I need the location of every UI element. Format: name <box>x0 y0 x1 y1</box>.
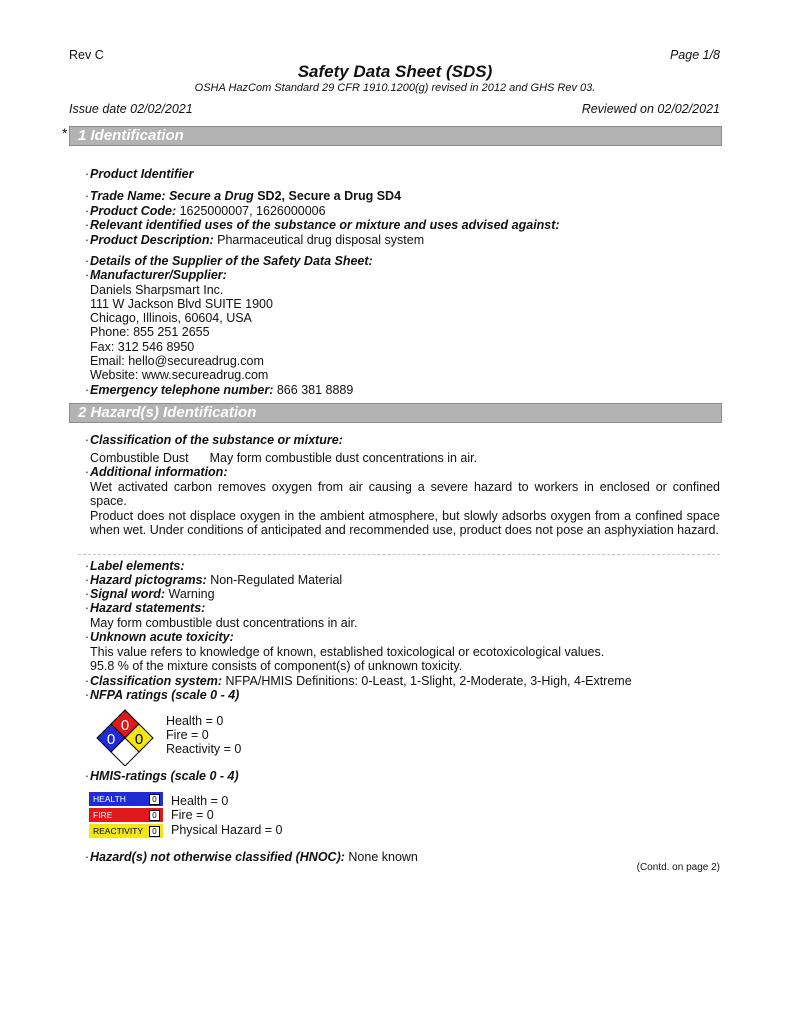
bullet-dot: · <box>84 587 90 601</box>
bullet-dot: · <box>84 204 90 218</box>
additional-info-paragraph-2: Product does not displace oxygen in the ambient atmosphere, but slowly adsorbs oxygen from a confined space when wet. Under conditions of anticipated and recommended use, product does not pose an asphyxiation hazard. <box>90 509 720 537</box>
manufacturer-label: Manufacturer/Supplier: <box>90 268 227 282</box>
hnoc-value: None known <box>348 850 418 864</box>
bullet-dot: · <box>84 559 90 573</box>
hmis-fire-label: FIRE <box>93 810 113 820</box>
signal-word-value: Warning <box>168 587 215 601</box>
classification-heading: Classification of the substance or mixture: <box>90 433 343 447</box>
hmis-ratings-heading: HMIS-ratings (scale 0 - 4) <box>90 769 239 783</box>
section-divider <box>78 554 720 555</box>
hmis-health-text: Health = 0 <box>171 794 229 808</box>
bullet-dot: · <box>84 465 90 479</box>
bullet-dot: · <box>84 850 90 864</box>
bullet-dot: · <box>84 383 90 397</box>
continued-note: (Contd. on page 2) <box>636 862 720 873</box>
product-code-label: Product Code: <box>90 204 177 218</box>
nfpa-reactivity-value: 0 <box>134 731 144 748</box>
phone-line: Phone: 855 251 2655 <box>90 325 210 339</box>
classification-line <box>90 451 477 465</box>
classification-system-label: Classification system: <box>90 674 222 688</box>
website-line: Website: www.secureadrug.com <box>90 368 269 382</box>
product-identifier-heading: Product Identifier <box>90 167 194 181</box>
unknown-toxicity-line-1: This value refers to knowledge of known, established toxicological or ecotoxicological values. <box>90 645 605 659</box>
bullet-dot: · <box>84 688 90 702</box>
nfpa-diamond-icon <box>88 708 162 766</box>
nfpa-fire-value: 0 <box>120 717 130 734</box>
bullet-dot: · <box>84 254 90 268</box>
section-2-header <box>69 403 722 423</box>
emergency-phone-value: 866 381 8889 <box>276 383 354 397</box>
trade-name-label: Trade Name: Secure a Drug <box>90 189 254 203</box>
signal-word-label: Signal word: <box>90 587 165 601</box>
bullet-dot: · <box>84 167 90 181</box>
bullet-dot: · <box>84 218 90 232</box>
label-elements-heading: Label elements: <box>90 559 185 573</box>
nfpa-health-text: Health = 0 <box>166 714 224 728</box>
classification-name: Combustible Dust <box>90 451 189 465</box>
hnoc-label: Hazard(s) not otherwise classified (HNOC): <box>90 850 345 864</box>
unknown-toxicity-line-2: 95.8 % of the mixture consists of component(s) of unknown toxicity. <box>90 659 463 673</box>
section-1-header <box>69 126 722 146</box>
address-line: Daniels Sharpsmart Inc. <box>90 283 224 297</box>
hmis-fire-bar <box>89 808 163 822</box>
bullet-dot: · <box>84 189 90 203</box>
revision-label: Rev C <box>69 48 104 62</box>
reviewed-date: Reviewed on 02/02/2021 <box>581 102 720 116</box>
classification-text: May form combustible dust concentrations in air. <box>209 451 478 465</box>
hmis-health-bar <box>89 792 163 806</box>
nfpa-ratings-heading: NFPA ratings (scale 0 - 4) <box>90 688 240 702</box>
address-line: 111 W Jackson Blvd SUITE 1900 <box>90 297 273 311</box>
issue-date: Issue date 02/02/2021 <box>69 102 193 116</box>
revision-marker: * <box>62 125 68 141</box>
hmis-reactivity-bar <box>89 824 163 838</box>
section-1-title: 1 Identification <box>78 127 184 144</box>
hmis-fire-value: 0 <box>149 810 160 821</box>
nfpa-fire-text: Fire = 0 <box>166 728 209 742</box>
bullet-dot: · <box>84 674 90 688</box>
fax-line: Fax: 312 546 8950 <box>90 340 195 354</box>
bullet-dot: · <box>84 268 90 282</box>
nfpa-health-value: 0 <box>106 731 116 748</box>
bullet-dot: · <box>84 630 90 644</box>
hmis-health-label: HEALTH <box>93 794 126 804</box>
bullet-dot: · <box>84 233 90 247</box>
additional-info-paragraph-1: Wet activated carbon removes oxygen from air causing a severe hazard to workers in enclosed or confined space. <box>90 480 720 508</box>
nfpa-reactivity-text: Reactivity = 0 <box>166 742 242 756</box>
section-2-title: 2 Hazard(s) Identification <box>78 404 257 421</box>
document-subtitle: OSHA HazCom Standard 29 CFR 1910.1200(g) revised in 2012 and GHS Rev 03. <box>194 82 596 94</box>
unknown-toxicity-label: Unknown acute toxicity: <box>90 630 234 644</box>
product-description-label: Product Description: <box>90 233 214 247</box>
emergency-phone-label: Emergency telephone number: <box>90 383 274 397</box>
bullet-dot: · <box>84 573 90 587</box>
hazard-pictograms-value: Non-Regulated Material <box>210 573 343 587</box>
hazard-statements-label: Hazard statements: <box>90 601 206 615</box>
hmis-health-value: 0 <box>149 794 160 805</box>
additional-info-heading: Additional information: <box>90 465 228 479</box>
hazard-pictograms-label: Hazard pictograms: <box>90 573 207 587</box>
classification-system-value: NFPA/HMIS Definitions: 0-Least, 1-Slight, 2-Moderate, 3-High, 4-Extreme <box>225 674 632 688</box>
relevant-uses-heading: Relevant identified uses of the substance or mixture and uses advised against: <box>90 218 560 232</box>
hmis-fire-text: Fire = 0 <box>171 808 214 822</box>
bullet-dot: · <box>84 601 90 615</box>
bullet-dot: · <box>84 769 90 783</box>
trade-name-value: SD2, Secure a Drug SD4 <box>257 189 402 203</box>
product-code-value: 1625000007, 1626000006 <box>179 204 326 218</box>
hazard-statements-value: May form combustible dust concentrations in air. <box>90 616 358 630</box>
hmis-physical-text: Physical Hazard = 0 <box>171 823 283 837</box>
product-description-value: Pharmaceutical drug disposal system <box>217 233 425 247</box>
hmis-reactivity-label: REACTIVITY <box>93 826 144 836</box>
page-number: Page 1/8 <box>669 48 720 62</box>
document-title: Safety Data Sheet (SDS) <box>297 62 493 81</box>
email-line: Email: hello@secureadrug.com <box>90 354 264 368</box>
hmis-reactivity-value: 0 <box>149 826 160 837</box>
supplier-details-heading: Details of the Supplier of the Safety Data Sheet: <box>90 254 373 268</box>
address-line: Chicago, Illinois, 60604, USA <box>90 311 252 325</box>
bullet-dot: · <box>84 433 90 447</box>
